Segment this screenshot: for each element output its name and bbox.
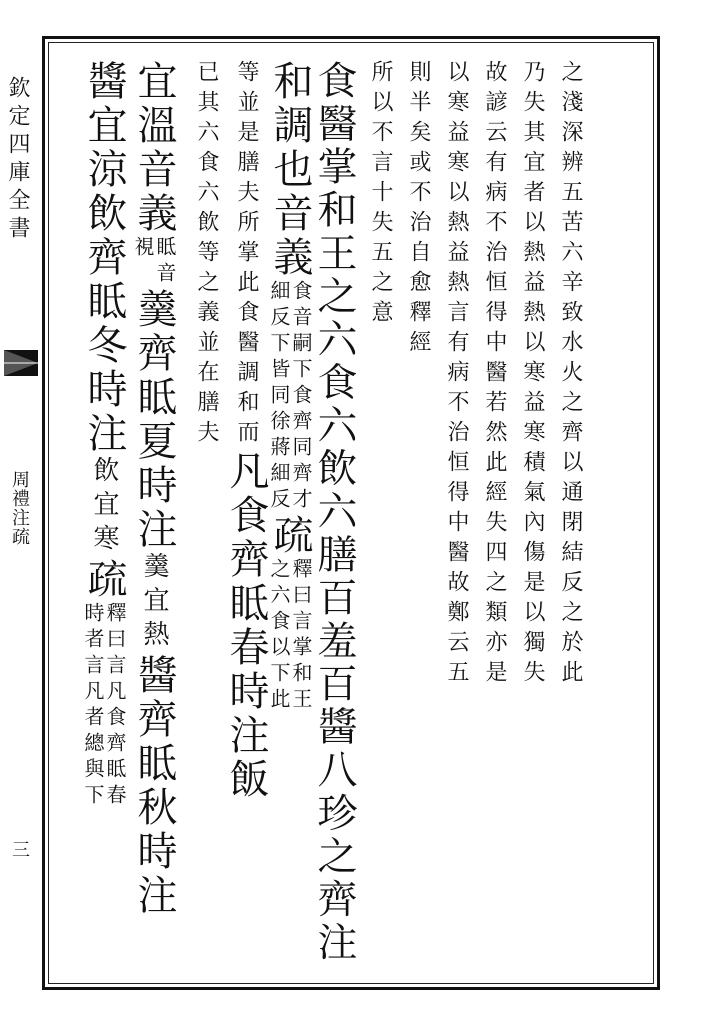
main-text: 凡食齊眡春時注飯 [223,450,269,802]
commentary-text: 飲宜寒 [89,456,119,558]
main-text: 醬齊眡秋時注 [131,654,177,918]
text-col-5 [398,60,438,360]
text-col-1 [550,60,590,690]
text-col-2 [512,60,552,690]
annotation [83,602,125,810]
margin-title: 欽定四庫全書 [5,76,30,244]
text-col-9 [223,60,269,802]
main-text: 醬宜涼飲齊眡冬時注 [81,60,127,456]
annotation [269,280,311,514]
commentary-text: 以寒益寒以熱益熱言有病不治恒得中醫故鄭云五 [444,60,469,690]
commentary-text: 等並是膳夫所掌此食醫調和而 [234,60,259,450]
annotation-line: 眡音 [153,236,177,288]
text-col-3 [474,60,514,690]
text-col-7 [311,60,357,965]
commentary-text: 之淺深辨五苦六辛致水火之齊以通閉結反之於此 [558,60,583,690]
margin-page-number: 三 [9,840,30,858]
commentary-text: 乃失其宜者以熱益熱以寒益寒積氣內傷是以獨失 [520,60,545,690]
main-text: 疏 [81,558,127,602]
annotation-line: 食音嗣下食齊同齊才 [289,280,313,514]
main-text: 宜溫音義 [131,60,177,236]
fish-tail-icon [4,350,38,376]
main-text: 疏 [267,514,313,558]
commentary-text: 則半矣或不治自愈釋經 [406,60,431,360]
text-col-11 [131,60,177,918]
annotation-line: 細反下皆同徐蔣細反 [267,280,291,514]
commentary-text: 所以不言十失五之意 [368,60,393,330]
annotation [269,558,311,714]
annotation-line: 釋曰言掌和王 [289,558,313,714]
main-text: 食醫掌和王之六食六飲六膳百羞百醬八珍之齊注 [311,60,357,965]
main-text: 羹齊眡夏時注 [131,288,177,552]
annotation-line: 釋曰言凡食齊眡春 [103,602,127,810]
annotation [133,236,175,288]
commentary-text: 故諺云有病不治恒得中醫若然此經失四之類亦是 [482,60,507,690]
annotation-line: 之六食以下此 [267,558,291,714]
text-col-8 [267,60,313,714]
annotation-line: 視 [131,236,155,262]
margin-column [0,40,40,980]
text-col-6 [360,60,400,330]
text-col-10 [186,60,226,450]
text-col-12 [81,60,127,810]
annotation-line: 時者言凡者總與下 [81,602,105,810]
commentary-text: 羹宜熱 [139,552,169,654]
text-col-4 [436,60,476,690]
margin-book-title: 周禮注疏 [9,470,30,546]
commentary-text: 已其六食六飲等之義並在膳夫 [194,60,219,450]
main-text: 和調也音義 [267,60,313,280]
